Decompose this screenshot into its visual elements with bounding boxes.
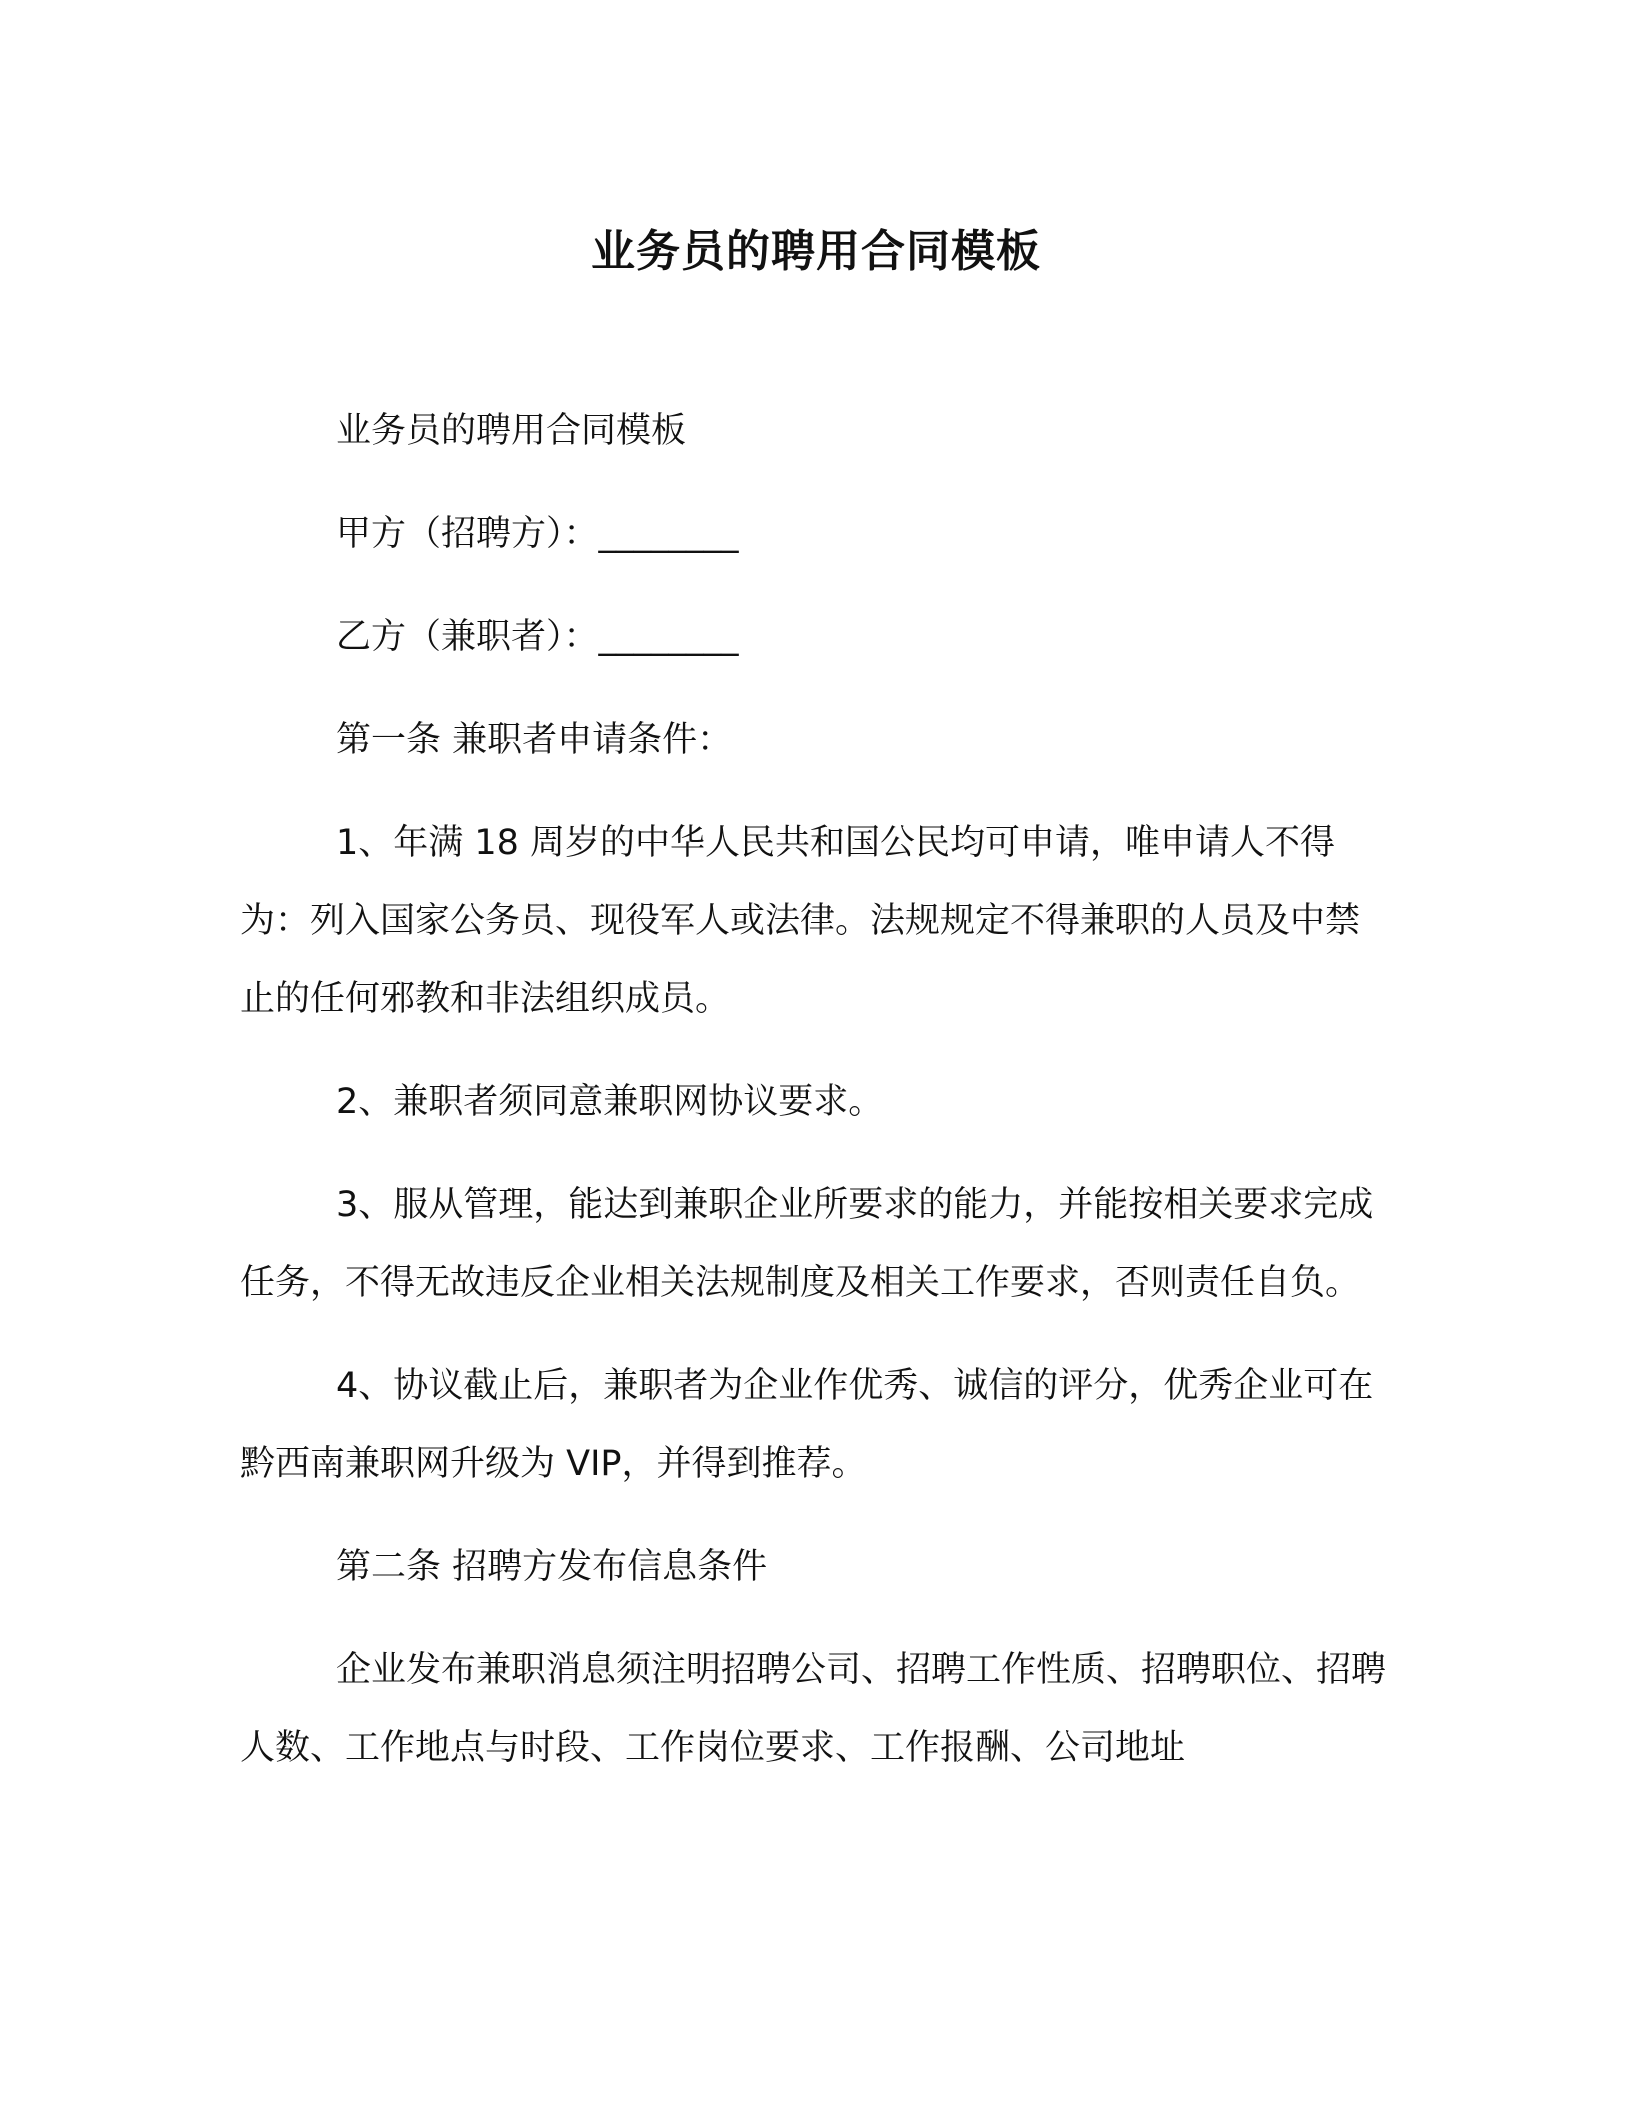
paragraph-clause-1: 1、年满 18 周岁的中华人民共和国公民均可申请，唯申请人不得为：列入国家公务员、现役军人或法律。法规规定不得兼职的人员及中禁止的任何邪教和非法组织成员。: [240, 823, 1361, 1019]
document-title: 业务员的聘用合同模板: [591, 226, 1041, 277]
paragraph-party-b: 乙方（兼职者）：________: [336, 617, 739, 657]
paragraph-clause-4: 4、协议截止后，兼职者为企业作优秀、诚信的评分，优秀企业可在黔西南兼职网升级为 VIP，并得到推荐。: [240, 1366, 1374, 1484]
paragraph-clause-3: 3、服从管理，能达到兼职企业所要求的能力，并能按相关要求完成任务，不得无故违反企业相关法规制度及相关工作要求，否则责任自负。: [240, 1185, 1374, 1303]
paragraph-party-a: 甲方（招聘方）：________: [336, 514, 739, 554]
document-body: [240, 392, 1390, 1812]
paragraph-article-2-text: 企业发布兼职消息须注明招聘公司、招聘工作性质、招聘职位、招聘人数、工作地点与时段、工作岗位要求、工作报酬、公司地址: [240, 1650, 1387, 1768]
paragraph-clause-2: 2、兼职者须同意兼职网协议要求。: [336, 1082, 884, 1122]
paragraph-subtitle: 业务员的聘用合同模板: [336, 411, 687, 451]
paragraph-article-1-heading: 第一条 兼职者申请条件：: [336, 720, 733, 760]
paragraph-article-2-heading: 第二条 招聘方发布信息条件: [336, 1547, 768, 1587]
